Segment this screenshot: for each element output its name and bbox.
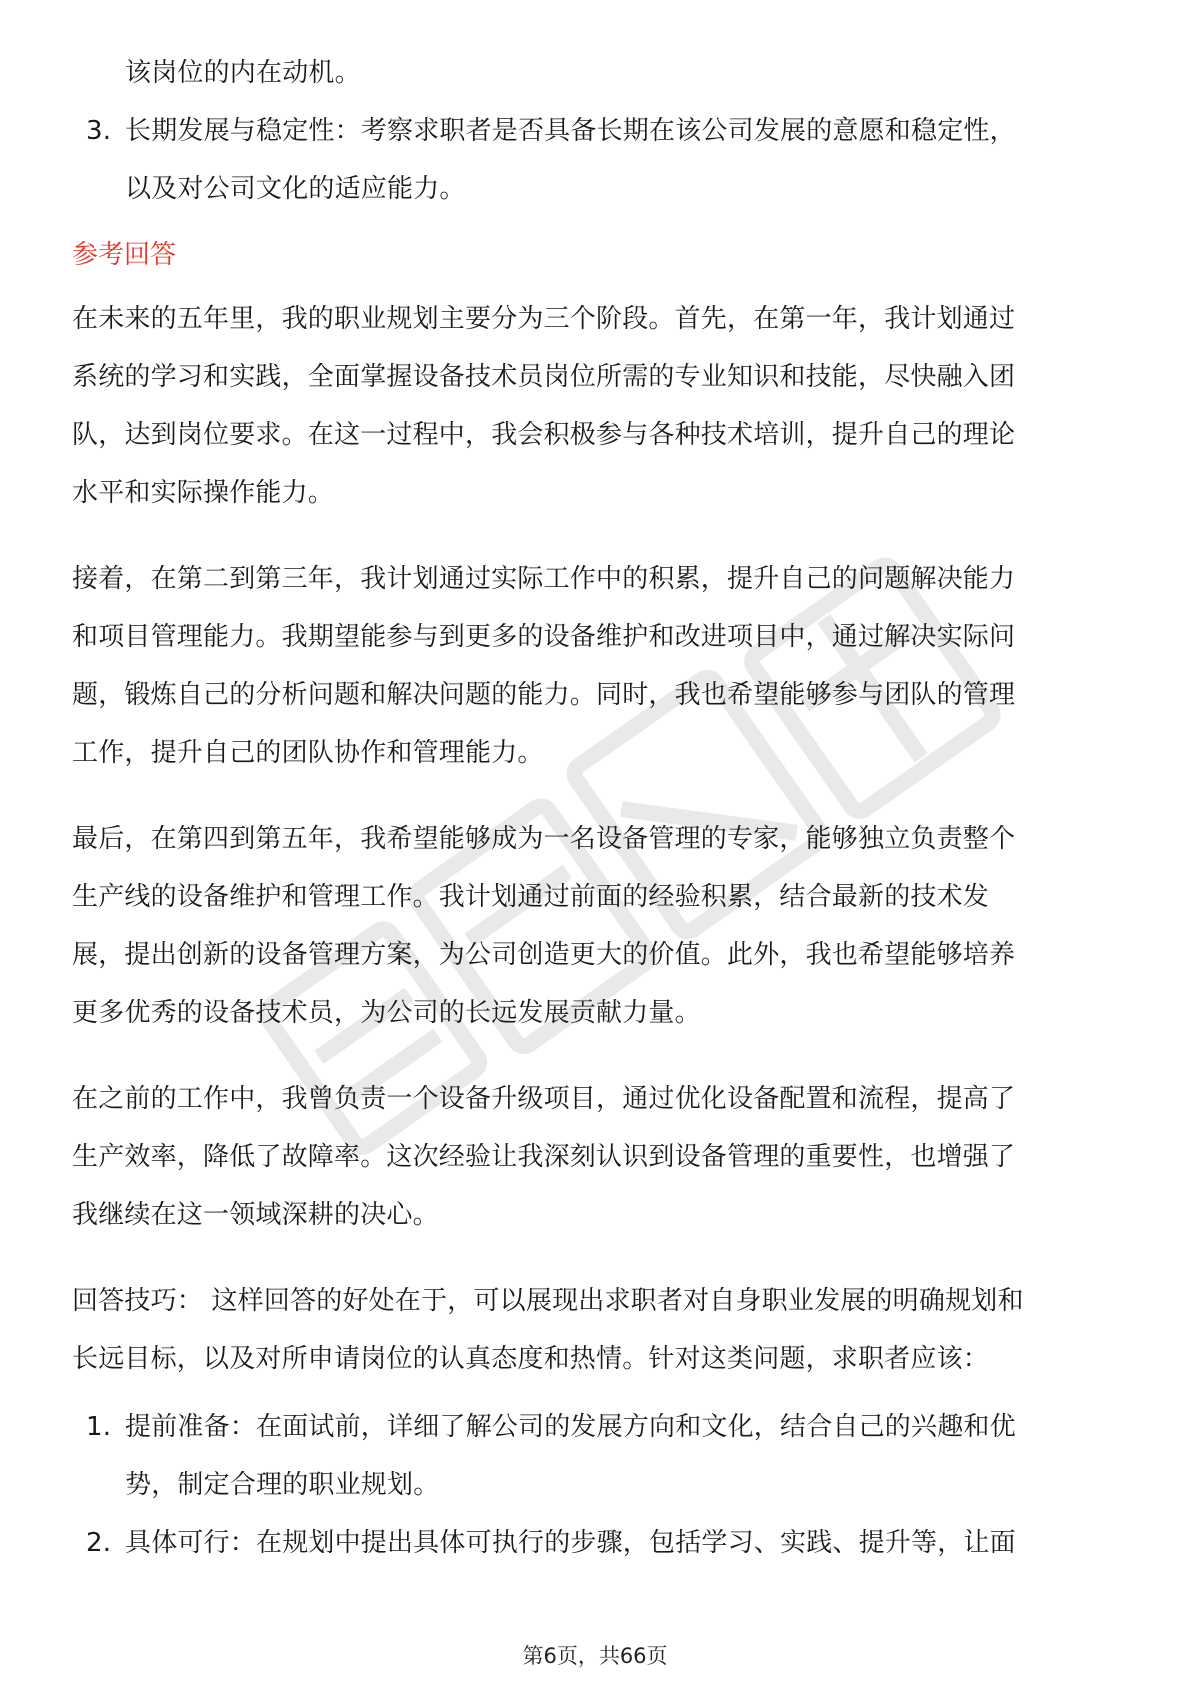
item-number: 1. [86,1412,112,1442]
paragraph-line: 在未来的五年里，我的职业规划主要分为三个阶段。首先，在第一年，我计划通过 [72,304,1016,334]
paragraph-line: 长远目标，以及对所申请岗位的认真态度和热情。针对这类问题，求职者应该： [72,1344,990,1374]
paragraph-line: 接着，在第二到第三年，我计划通过实际工作中的积累，提升自己的问题解决能力 [72,564,1016,594]
item-line: 长期发展与稳定性：考察求职者是否具备长期在该公司发展的意愿和稳定性， [125,116,1016,146]
tip-item-1 [72,1398,1124,1514]
paragraph-1 [72,290,1124,522]
paragraph-line: 水平和实际操作能力。 [72,478,335,508]
paragraph-2 [72,550,1124,782]
item-line: 以及对公司文化的适应能力。 [125,174,466,204]
paragraph-line: 工作，提升自己的团队协作和管理能力。 [72,738,544,768]
item-number: 2. [86,1528,112,1558]
paragraph-line: 回答技巧： 这样回答的好处在于，可以展现出求职者对自身职业发展的明确规划和 [72,1286,1024,1316]
paragraph-4 [72,1070,1124,1244]
answer-tips-intro [72,1272,1124,1388]
paragraph-line: 在之前的工作中，我曾负责一个设备升级项目，通过优化设备配置和流程，提高了 [72,1084,1016,1114]
criteria-item-3 [72,102,1124,218]
paragraph-line: 生产效率，降低了故障率。这次经验让我深刻认识到设备管理的重要性，也增强了 [72,1142,1016,1172]
paragraph-line: 和项目管理能力。我期望能参与到更多的设备维护和改进项目中，通过解决实际问 [72,622,1016,652]
paragraph-line: 队，达到岗位要求。在这一过程中，我会积极参与各种技术培训，提升自己的理论 [72,420,1016,450]
paragraph-line: 系统的学习和实践，全面掌握设备技术员岗位所需的专业知识和技能，尽快融入团 [72,362,1016,392]
item-number: 3. [86,116,112,146]
page-number: 第6页，共66页 [522,1644,668,1668]
paragraph-line: 我继续在这一领域深耕的决心。 [72,1200,439,1230]
paragraph-line: 更多优秀的设备技术员，为公司的长远发展贡献力量。 [72,998,701,1028]
tip-item-2 [72,1514,1124,1572]
item-line: 势，制定合理的职业规划。 [125,1470,440,1500]
paragraph-line: 生产线的设备维护和管理工作。我计划通过前面的经验积累，结合最新的技术发 [72,882,990,912]
item-line: 提前准备：在面试前，详细了解公司的发展方向和文化，结合自己的兴趣和优 [125,1412,1016,1442]
page-content [72,44,1124,1572]
paragraph-line: 题，锻炼自己的分析问题和解决问题的能力。同时，我也希望能够参与团队的管理 [72,680,1016,710]
top-fragment: 该岗位的内在动机。 [125,58,361,88]
item-line: 具体可行：在规划中提出具体可执行的步骤，包括学习、实践、提升等，让面 [125,1528,1016,1558]
paragraph-line: 最后，在第四到第五年，我希望能够成为一名设备管理的专家，能够独立负责整个 [72,824,1016,854]
section-heading: 参考回答 [72,240,177,270]
paragraph-3 [72,810,1124,1042]
paragraph-line: 展，提出创新的设备管理方案，为公司创造更大的价值。此外，我也希望能够培养 [72,940,1016,970]
